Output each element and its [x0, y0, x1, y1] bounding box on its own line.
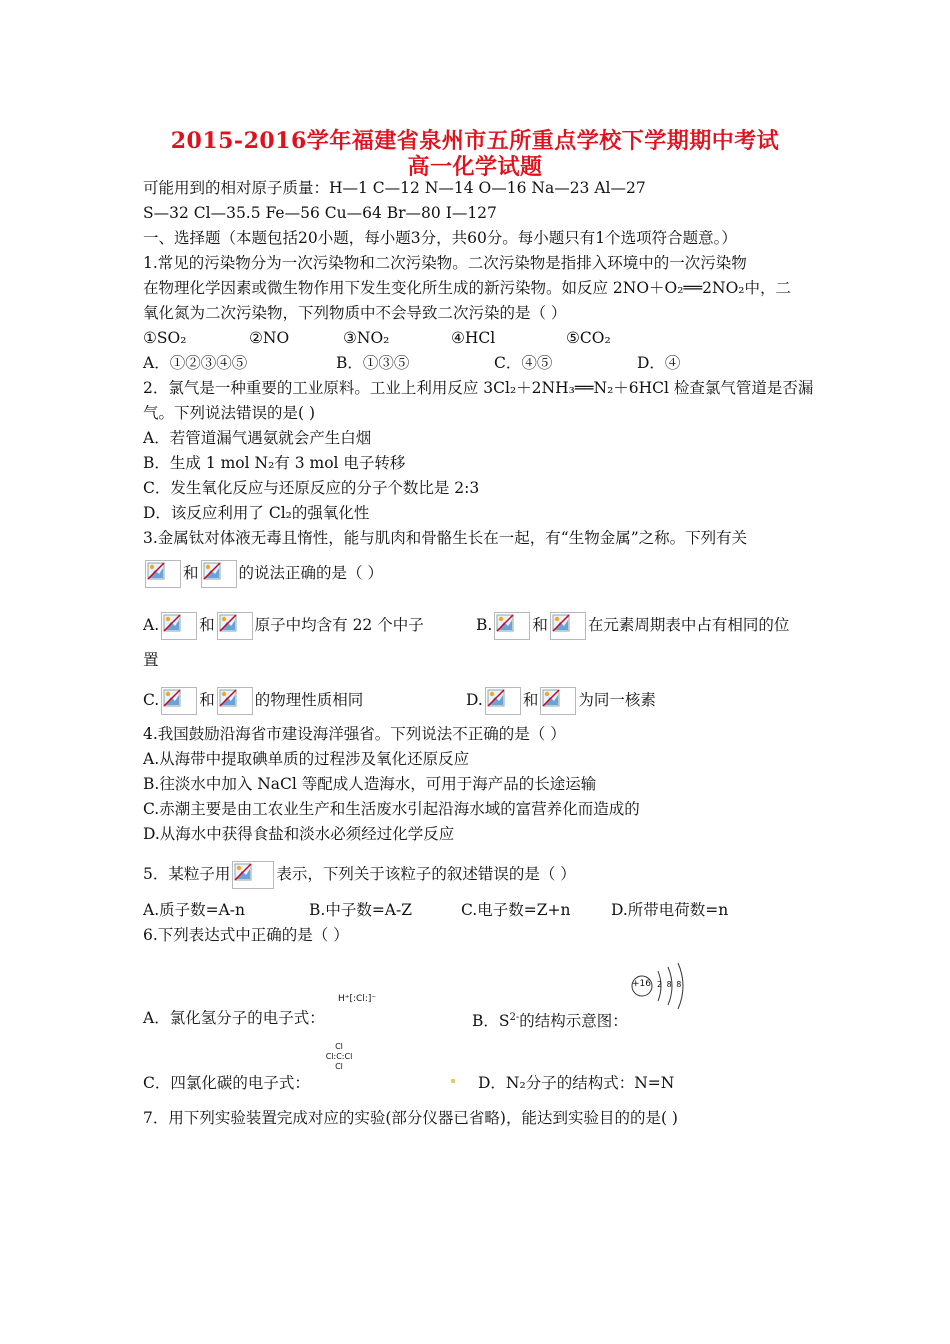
- q1-option-d: D．④: [637, 354, 681, 372]
- q7-line1: 7．用下列实验装置完成对应的实验(部分仪器已省略)，能达到实验目的的是( ): [143, 1109, 678, 1127]
- exam-title-line2: 高一化学试题: [407, 154, 543, 180]
- hcl-formula-text: H⁺[:Cl:]⁻: [338, 994, 377, 1004]
- q3-c-label: C.: [143, 691, 160, 709]
- q5-pre: 5．某粒子用: [143, 865, 231, 883]
- q6-line1: 6.下列表达式中正确的是（ ）: [143, 926, 349, 944]
- q1-line3: 氧化氮为二次污染物，下列物质中不会导致二次污染的是（ ）: [143, 304, 567, 322]
- q1-item: ①SO₂: [143, 329, 187, 347]
- q6-option-a: A．氯化氢分子的电子式：: [143, 1009, 325, 1027]
- broken-image-icon: [145, 560, 181, 588]
- q2-line1: 2．氯气是一种重要的工业原料。工业上利用反应 3Cl₂＋2NH₃══N₂＋6HCl 检查氯气管道是否漏: [143, 379, 814, 397]
- q3-and-text: 和: [522, 691, 539, 709]
- ccl4-electron-formula: [318, 1042, 360, 1072]
- q1-item: ④HCl: [451, 329, 496, 347]
- sulfide-structure-diagram: [630, 955, 688, 1017]
- q3-option-b-cont: 置: [143, 651, 159, 669]
- q3-a-label: A.: [143, 616, 160, 634]
- ccl4-bottom: Cl: [335, 1062, 343, 1071]
- q5-line1: [143, 861, 576, 889]
- q2-line2: 气。下列说法错误的是( ): [143, 404, 316, 422]
- q6-b-sup: 2-: [509, 1012, 520, 1023]
- q2-option-c: C．发生氧化反应与还原反应的分子个数比是 2:3: [143, 479, 480, 497]
- broken-image-icon: [217, 612, 253, 640]
- sulfide-nucleus-label: +16: [632, 979, 651, 989]
- q3-a-text: 原子中均含有 22 个中子: [254, 616, 424, 634]
- q3-b-text: 在元素周期表中占有相同的位: [587, 616, 790, 634]
- q3-option-c: [143, 687, 363, 715]
- q3-and-text: 和: [532, 616, 548, 634]
- section-heading: 一、选择题（本题包括20小题，每小题3分，共60分。每小题只有1个选项符合题意。）: [143, 229, 737, 247]
- q1-item: ⑤CO₂: [566, 329, 611, 347]
- q3-option-b: [476, 612, 789, 640]
- q1-option-b: B．①③⑤: [336, 354, 410, 372]
- q4-option-c: C.赤潮主要是由工农业生产和生活废水引起沿海水域的富营养化而造成的: [143, 800, 640, 818]
- q3-and-text: 和: [199, 691, 215, 709]
- q4-line1: 4.我国鼓励沿海省市建设海洋强省。下列说法不正确的是（ ）: [143, 725, 566, 743]
- broken-image-icon: [161, 612, 197, 640]
- q5-option-c: C.电子数=Z+n: [461, 901, 571, 919]
- q1-option-a: A．①②③④⑤: [143, 354, 248, 372]
- q3-option-a: [143, 612, 424, 640]
- q2-option-d: D．该反应利用了 Cl₂的强氧化性: [143, 504, 370, 522]
- q3-d-text: 为同一核素: [578, 691, 656, 709]
- broken-image-icon: [485, 687, 521, 715]
- image-placeholder-dot: [451, 1079, 455, 1083]
- q1-item: ②NO: [249, 329, 290, 347]
- q6-option-d: D．N₂分子的结构式：N=N: [478, 1074, 675, 1092]
- q3-option-d: [466, 687, 656, 715]
- broken-image-icon: [232, 861, 274, 889]
- q5-option-b: B.中子数=A-Z: [309, 901, 413, 919]
- q6-option-c: C．四氯化碳的电子式：: [143, 1074, 310, 1092]
- q1-option-c: C．④⑤: [494, 354, 553, 372]
- q4-option-a: A.从海带中提取碘单质的过程涉及氧化还原反应: [143, 750, 470, 768]
- ccl4-top: Cl: [335, 1042, 343, 1051]
- q2-option-a: A．若管道漏气遇氨就会产生白烟: [143, 429, 372, 447]
- q5-option-a: A.质子数=A-n: [143, 901, 246, 919]
- broken-image-icon: [540, 687, 576, 715]
- q3-c-text: 的物理性质相同: [254, 691, 364, 709]
- q6-b-pre: B．S: [472, 1012, 510, 1031]
- q6-option-b: [472, 1008, 628, 1031]
- q2-option-b: B．生成 1 mol N₂有 3 mol 电子转移: [143, 454, 406, 472]
- q3-and-text: 和: [199, 616, 215, 634]
- hcl-electron-formula: [338, 994, 376, 1004]
- ccl4-mid: Cl:C:Cl: [325, 1052, 353, 1061]
- broken-image-icon: [201, 560, 237, 588]
- q6-b-tail: 的结构示意图：: [519, 1012, 628, 1031]
- q3-and-text: 和: [183, 564, 199, 582]
- atomic-masses-line2: S—32 Cl—35.5 Fe—56 Cu—64 Br—80 I—127: [143, 204, 497, 222]
- broken-image-icon: [161, 687, 197, 715]
- q3-b-label: B.: [476, 616, 493, 634]
- atomic-masses-line1: 可能用到的相对原子质量：H—1 C—12 N—14 O—16 Na—23 Al—27: [143, 179, 646, 197]
- broken-image-icon: [494, 612, 530, 640]
- q3-d-label: D.: [466, 691, 483, 709]
- q1-line1: 1.常见的污染物分为一次污染物和二次污染物。二次污染物是指排入环境中的一次污染物: [143, 254, 747, 272]
- q4-option-d: D.从海水中获得食盐和淡水必须经过化学反应: [143, 825, 455, 843]
- q1-item: ③NO₂: [343, 329, 390, 347]
- exam-title-line1: 2015-2016学年福建省泉州市五所重点学校下学期期中考试: [170, 128, 780, 154]
- broken-image-icon: [550, 612, 586, 640]
- q4-option-b: B.往淡水中加入 NaCl 等配成人造海水，可用于海产品的长途运输: [143, 775, 597, 793]
- sulfide-shell-labels: 2 8 8: [657, 980, 683, 989]
- q1-line2: 在物理化学因素或微生物作用下发生变化所生成的新污染物。如反应 2NO＋O₂══2NO₂中，二: [143, 279, 791, 297]
- q3-line2: [143, 560, 383, 588]
- q3-line1: 3.金属钛对体液无毒且惰性，能与肌肉和骨骼生长在一起，有“生物金属”之称。下列有关: [143, 529, 748, 547]
- q5-option-d: D.所带电荷数=n: [611, 901, 729, 919]
- broken-image-icon: [217, 687, 253, 715]
- q3-line2-tail: 的说法正确的是（ ）: [238, 564, 383, 582]
- q5-tail: 表示，下列关于该粒子的叙述错误的是（ ）: [276, 865, 576, 883]
